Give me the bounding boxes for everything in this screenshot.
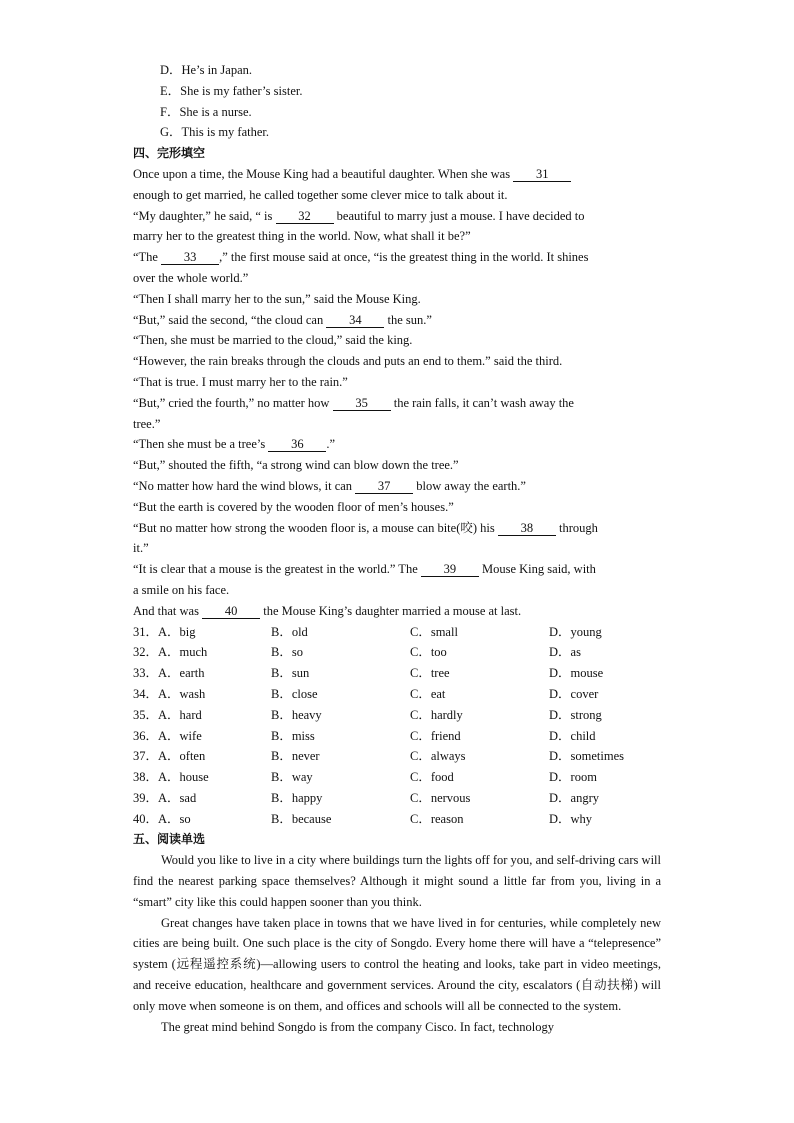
document-page [133, 60, 661, 1037]
story-text: “However, the rain breaks through the clouds and puts an end to them.” said the third. [133, 354, 563, 369]
option-d[interactable]: D．angry [549, 790, 599, 805]
cloze-story [133, 164, 661, 622]
passage-paragraph: The great mind behind Songdo is from the company Cisco. In fact, technology [161, 1019, 554, 1034]
option-line: F．She is a nurse. [160, 104, 252, 119]
story-text: “No matter how hard the wind blows, it can [133, 478, 356, 493]
story-line [133, 185, 661, 206]
option-c[interactable]: C．small [410, 624, 458, 639]
option-row-36 [133, 726, 661, 747]
story-line [133, 393, 661, 414]
option-a[interactable]: 31．A．big [133, 624, 196, 639]
option-a[interactable]: 36．A．wife [133, 728, 202, 743]
story-line [133, 247, 661, 268]
story-text: blow away the earth.” [413, 478, 526, 493]
story-line [133, 518, 661, 539]
story-text: ,” the first mouse said at once, “is the greatest thing in the world. It shines [219, 250, 589, 265]
story-text: enough to get married, he called together some clever mice to talk about it. [133, 187, 508, 202]
option-a[interactable]: 39．A．sad [133, 790, 197, 805]
option-b[interactable]: B．miss [271, 728, 315, 743]
option-d[interactable]: D．room [549, 770, 597, 785]
story-line [133, 206, 661, 227]
story-text: the sun.” [384, 312, 432, 327]
story-line [133, 310, 661, 331]
story-text: “The [133, 250, 162, 265]
story-text: And that was [133, 603, 203, 618]
story-line [133, 580, 661, 601]
story-text: “But no matter how strong the wooden floor is, a mouse can bite(咬) his [133, 520, 498, 535]
blank-37[interactable]: 37 [355, 479, 413, 494]
story-text: “But,” cried the fourth,” no matter how [133, 395, 333, 410]
option-d[interactable]: D．child [549, 728, 596, 743]
option-a[interactable]: 34．A．wash [133, 686, 206, 701]
story-text: “My daughter,” he said, “ is [133, 208, 276, 223]
blank-39[interactable]: 39 [421, 562, 479, 577]
story-text: the Mouse King’s daughter married a mouse at last. [260, 603, 522, 618]
blank-36[interactable]: 36 [268, 437, 326, 452]
story-text: it.” [133, 541, 149, 556]
story-line [133, 538, 661, 559]
option-c[interactable]: C．hardly [410, 707, 463, 722]
story-line [133, 372, 661, 393]
blank-38[interactable]: 38 [498, 521, 556, 536]
option-b[interactable]: B．because [271, 811, 332, 826]
option-c[interactable]: C．reason [410, 811, 464, 826]
story-line [133, 164, 661, 185]
story-line [133, 268, 661, 289]
blank-33[interactable]: 33 [161, 250, 219, 265]
story-line [133, 434, 661, 455]
story-text: “But,” said the second, “the cloud can [133, 312, 327, 327]
story-line [133, 414, 661, 435]
option-c[interactable]: C．tree [410, 666, 450, 681]
option-b[interactable]: B．happy [271, 790, 323, 805]
option-d[interactable]: D．sometimes [549, 749, 624, 764]
story-line [133, 455, 661, 476]
option-c[interactable]: C．friend [410, 728, 461, 743]
story-text: “Then I shall marry her to the sun,” said the Mouse King. [133, 291, 421, 306]
section-heading-cloze: 四、完形填空 [133, 146, 206, 161]
option-a[interactable]: 37．A．often [133, 749, 206, 764]
option-c[interactable]: C．food [410, 770, 454, 785]
story-text: the rain falls, it can’t wash away the [390, 395, 574, 410]
passage-paragraph: Would you like to live in a city where buildings turn the lights off for you, and self-driving cars will find the nearest parking space themselves? Although it might sound a little far from you, living in a “smart” city like this could happen sooner than you think. [133, 853, 661, 909]
story-text: .” [326, 437, 336, 452]
story-text: over the whole world.” [133, 270, 249, 285]
option-d[interactable]: D．strong [549, 707, 602, 722]
option-a[interactable]: 32．A．much [133, 645, 208, 660]
option-line: D．He’s in Japan. [160, 63, 252, 77]
option-d[interactable]: D．young [549, 624, 602, 639]
story-text: “It is clear that a mouse is the greatest in the world.” The [133, 562, 421, 577]
option-c[interactable]: C．nervous [410, 790, 471, 805]
option-row-32 [133, 642, 661, 663]
previous-options [133, 60, 661, 143]
option-b[interactable]: B．heavy [271, 707, 322, 722]
story-text: through [555, 520, 598, 535]
option-row-34 [133, 684, 661, 705]
story-text: Once upon a time, the Mouse King had a beautiful daughter. When she was [133, 166, 514, 181]
passage-paragraph: Great changes have taken place in towns that we have lived in for centuries, while completely new cities are being built. One such place is the city of Songdo. Every home there will have a “telepresence” system (远程遥控系统)—allowing users to control the heating and looks, take part in video meetings, and receive education, healthcare and government services. Around the city, escalators (自动扶梯) will only move when someone is on them, and offices and schools will all be connected to the system. [133, 915, 661, 1013]
story-text: beautiful to marry just a mouse. I have decided to [333, 208, 585, 223]
section-heading-reading: 五、阅读单选 [133, 832, 206, 847]
option-b[interactable]: B．never [271, 749, 320, 764]
blank-35[interactable]: 35 [333, 396, 391, 411]
option-row-37 [133, 746, 661, 767]
option-d[interactable]: D．why [549, 811, 593, 826]
story-text: “Then she must be a tree’s [133, 437, 269, 452]
blank-32[interactable]: 32 [276, 209, 334, 224]
story-line [133, 559, 661, 580]
blank-40[interactable]: 40 [202, 604, 260, 619]
story-text: “Then, she must be married to the cloud,” said the king. [133, 333, 413, 348]
option-row-38 [133, 767, 661, 788]
option-row-35 [133, 705, 661, 726]
option-a[interactable]: 40．A．so [133, 811, 191, 826]
option-row-40 [133, 809, 661, 830]
story-text: “But,” shouted the fifth, “a strong wind can blow down the tree.” [133, 458, 459, 473]
story-line [133, 289, 661, 310]
cloze-options [133, 622, 661, 830]
option-line: E．She is my father’s sister. [160, 83, 303, 98]
story-text: Mouse King said, with [478, 562, 596, 577]
option-b[interactable]: B．sun [271, 666, 310, 681]
story-text: “That is true. I must marry her to the rain.” [133, 374, 348, 389]
option-row-39 [133, 788, 661, 809]
blank-34[interactable]: 34 [326, 313, 384, 328]
reading-passage [133, 850, 661, 1037]
option-d[interactable]: D．as [549, 645, 581, 660]
story-text: a smile on his face. [133, 582, 230, 597]
story-line [133, 330, 661, 351]
option-a[interactable]: 35．A．hard [133, 707, 202, 722]
option-row-31 [133, 622, 661, 643]
story-line [133, 476, 661, 497]
option-d[interactable]: D．cover [549, 686, 599, 701]
option-b[interactable]: B．close [271, 686, 318, 701]
story-text: “But the earth is covered by the wooden floor of men’s houses.” [133, 499, 454, 514]
option-b[interactable]: B．so [271, 645, 303, 660]
option-d[interactable]: D．mouse [549, 666, 604, 681]
option-c[interactable]: C．eat [410, 686, 446, 701]
option-b[interactable]: B．way [271, 770, 313, 785]
option-a[interactable]: 38．A．house [133, 770, 209, 785]
story-line [133, 226, 661, 247]
option-line: G．This is my father. [160, 125, 270, 140]
option-row-33 [133, 663, 661, 684]
story-line [133, 497, 661, 518]
option-a[interactable]: 33．A．earth [133, 666, 205, 681]
option-b[interactable]: B．old [271, 624, 308, 639]
option-c[interactable]: C．always [410, 749, 466, 764]
story-text: tree.” [133, 416, 161, 431]
story-line [133, 601, 661, 622]
option-c[interactable]: C．too [410, 645, 447, 660]
story-text: marry her to the greatest thing in the world. Now, what shall it be?” [133, 229, 471, 244]
story-line [133, 351, 661, 372]
blank-31[interactable]: 31 [513, 167, 571, 182]
